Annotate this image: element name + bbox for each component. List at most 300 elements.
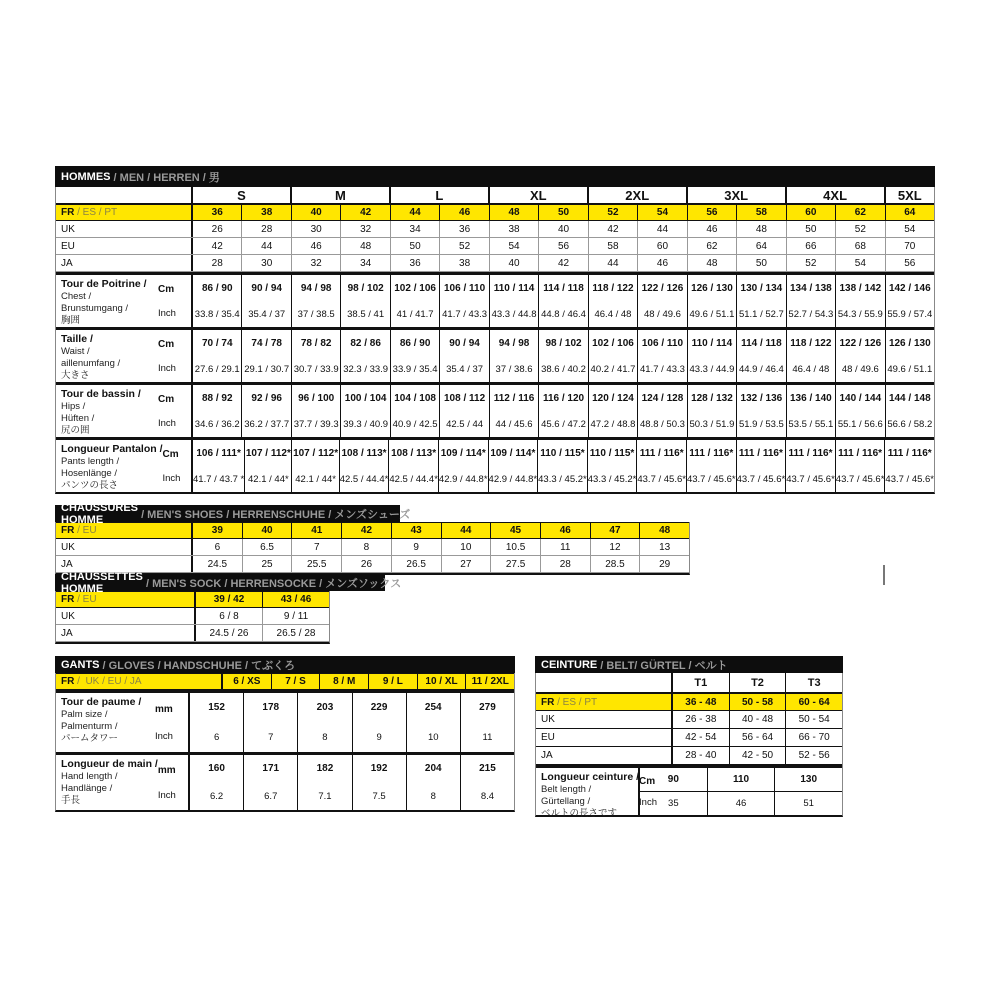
top-value: 109 / 114*	[490, 447, 536, 459]
block-cells	[191, 275, 934, 327]
top-value: 124 / 128	[641, 392, 684, 404]
top-value: 110 / 115*	[589, 447, 635, 459]
value-cell: 42 - 50	[729, 747, 786, 764]
value-cell: 28 - 40	[671, 747, 729, 764]
top-value: 108 / 113*	[391, 447, 437, 459]
row-label-text: JA	[61, 558, 73, 570]
value-cell: 46	[687, 221, 736, 237]
value-cell: 40 - 48	[729, 711, 786, 728]
bottom-value: 53.5 / 55.1	[788, 418, 834, 430]
top-value: 112 / 116	[493, 392, 535, 404]
measure-label	[56, 330, 191, 382]
block-column	[786, 275, 835, 327]
bottom-value: 44 / 45.6	[495, 418, 533, 430]
gloves-title: GANTS	[61, 658, 100, 671]
measure-label	[56, 385, 191, 437]
block-column	[460, 755, 514, 810]
unit-column	[158, 388, 191, 435]
label-line: aillenumfang /	[61, 358, 121, 369]
top-value: 94 / 98	[498, 337, 530, 349]
belt-size-cell: T1	[671, 673, 729, 692]
bottom-value: 47.2 / 48.8	[590, 418, 636, 430]
hommes-section	[55, 166, 935, 494]
top-value: 142 / 146	[888, 282, 931, 294]
hommes-title: HOMMES	[61, 170, 111, 183]
block-column	[538, 330, 587, 382]
row-cells	[671, 673, 842, 692]
bottom-value: 38.5 / 41	[347, 308, 385, 320]
value-cell: 40	[242, 523, 292, 538]
socks-grid	[55, 591, 330, 644]
unit-bottom: Inch	[162, 472, 181, 484]
top-value: 279	[479, 702, 496, 714]
top-value: 86 / 90	[201, 282, 233, 294]
top-value: 111 / 116*	[887, 447, 932, 459]
row-label	[536, 729, 671, 746]
block-column	[291, 330, 340, 382]
value-cell: 38	[489, 221, 538, 237]
top-value: 108 / 112	[444, 392, 486, 404]
unit-column	[155, 696, 188, 750]
block-column	[188, 755, 243, 810]
bottom-value: 11	[482, 731, 493, 743]
size-row-uk	[56, 221, 934, 238]
value-cell: 42	[191, 238, 241, 254]
top-value: 90 / 94	[251, 282, 282, 294]
unit-column	[163, 443, 192, 490]
value-cell: 62	[835, 205, 884, 220]
value-cell: 52	[588, 205, 637, 220]
block-column	[786, 330, 835, 382]
value-cell: 25	[242, 556, 292, 572]
top-value: 110 / 115*	[540, 447, 585, 459]
top-value: 107 / 112*	[293, 447, 339, 459]
gloves-section	[55, 656, 515, 812]
unit-top: mm	[157, 765, 176, 776]
top-value: 106 / 110	[444, 282, 486, 294]
label-line: Hosenlänge /	[61, 468, 117, 479]
belt-fr-es-pt-row	[536, 693, 842, 711]
socks-title: CHAUSSETTES HOMME	[61, 570, 143, 595]
measure-label-lines	[61, 443, 163, 490]
row-label-sub: / EU	[74, 594, 97, 605]
block-column	[489, 330, 538, 382]
row-label	[56, 205, 191, 220]
block-column	[291, 440, 338, 492]
block-column	[637, 275, 686, 327]
block-column	[188, 693, 243, 752]
top-value: 132 / 136	[740, 392, 783, 404]
top-value: 106 / 111*	[196, 447, 241, 459]
belt-row-uk	[536, 711, 842, 729]
bottom-value: 43.7 / 45.6*	[786, 473, 835, 485]
row-label	[536, 747, 671, 764]
measure-block	[56, 272, 934, 327]
block-column	[638, 768, 707, 815]
block-column	[687, 385, 736, 437]
block-cells	[188, 755, 514, 810]
bottom-value: 37 / 38.6	[495, 363, 533, 375]
block-column	[736, 275, 785, 327]
block-column	[835, 275, 884, 327]
bottom-value: 40.9 / 42.5	[392, 418, 438, 430]
row-label	[56, 187, 191, 203]
bottom-value: 32.3 / 33.9	[343, 363, 389, 375]
top-value: 254	[424, 702, 442, 714]
size-group-cell: 3XL	[686, 187, 785, 203]
label-line: ベルトの長さです	[541, 808, 618, 819]
block-column	[489, 275, 538, 327]
measure-block	[56, 690, 514, 752]
top-value: 78 / 82	[300, 337, 332, 349]
top-value: 86 / 90	[399, 337, 431, 349]
bottom-value: 54.3 / 55.9	[837, 308, 883, 320]
block-column	[291, 385, 340, 437]
row-label-main: FR	[61, 676, 75, 687]
bottom-value: 36.2 / 37.7	[244, 418, 290, 430]
top-value: 160	[208, 763, 225, 775]
stray-divider-mark	[883, 565, 885, 585]
bottom-value: 41.7 / 43.3	[640, 363, 685, 375]
shoes-row-uk	[56, 539, 689, 556]
row-label-sub: / UK / EU / JA	[74, 676, 142, 687]
block-column	[687, 330, 736, 382]
bottom-value: 51	[803, 798, 814, 809]
row-cells	[191, 238, 934, 254]
value-cell: 13	[639, 539, 689, 555]
top-value: 111 / 116*	[738, 447, 783, 459]
block-column	[489, 385, 538, 437]
bottom-value: 33.9 / 35.4	[392, 363, 438, 375]
top-value: 136 / 140	[790, 392, 832, 404]
value-cell: 60	[786, 205, 835, 220]
block-column	[637, 385, 686, 437]
value-cell: 48	[736, 221, 785, 237]
bottom-value: 37.7 / 39.3	[293, 418, 339, 430]
value-cell: 54	[835, 255, 884, 271]
value-cell: 8 / M	[319, 674, 368, 689]
block-column	[439, 275, 488, 327]
top-value: 92 / 96	[251, 392, 282, 404]
row-label-sub: / ES / PT	[74, 207, 118, 218]
block-column	[885, 330, 934, 382]
block-column	[637, 330, 686, 382]
bottom-value: 44.9 / 46.4	[738, 363, 784, 375]
hommes-title-sub: / MEN / HERREN / 男	[110, 171, 220, 184]
value-cell: 64	[885, 205, 934, 220]
row-label-text: JA	[541, 750, 553, 761]
value-cell: 41	[291, 523, 341, 538]
block-column	[340, 275, 389, 327]
unit-top: Cm	[158, 394, 175, 406]
block-column	[460, 693, 514, 752]
belt-title-bar	[535, 656, 843, 673]
row-label-text: JA	[61, 627, 73, 639]
bottom-value: 52.7 / 54.3	[788, 308, 834, 320]
value-cell: 36	[191, 205, 241, 220]
value-cell: 54	[637, 205, 686, 220]
row-label-main: FR	[61, 594, 75, 605]
value-cell: 26	[341, 556, 391, 572]
label-line: Hüften /	[61, 413, 95, 424]
value-cell: 44	[637, 221, 686, 237]
row-label-sub: / EU	[74, 525, 97, 536]
value-cell: 24.5	[191, 556, 242, 572]
top-value: 204	[424, 763, 442, 775]
block-column	[297, 755, 351, 810]
row-label-text: EU	[61, 240, 75, 252]
bottom-value: 43.7 / 45.6*	[736, 473, 786, 485]
block-column	[406, 755, 460, 810]
socks-row-ja	[56, 625, 329, 642]
top-value: 118 / 122	[790, 337, 832, 349]
value-cell: 42	[341, 523, 391, 538]
label-line: Handlänge /	[61, 783, 113, 794]
block-column	[352, 755, 406, 810]
bottom-value: 55.1 / 56.6	[837, 418, 883, 430]
block-column	[835, 440, 885, 492]
bottom-value: 41.7 / 43.7 *	[193, 473, 245, 485]
value-cell: 70	[885, 238, 934, 254]
bottom-value: 35.4 / 37	[446, 363, 484, 375]
top-value: 111 / 116*	[838, 447, 883, 459]
row-label-text: UK	[61, 223, 75, 235]
value-cell: 34	[340, 255, 389, 271]
bottom-value: 7	[268, 731, 274, 743]
block-column	[340, 330, 389, 382]
row-label-text: UK	[541, 714, 555, 725]
shoes-title-bar	[55, 501, 411, 526]
top-value: 82 / 86	[350, 337, 381, 349]
block-column	[488, 440, 538, 492]
row-cells	[191, 205, 934, 220]
value-cell: 34	[390, 221, 439, 237]
top-value: 134 / 138	[790, 282, 832, 294]
block-column	[439, 385, 488, 437]
block-column	[736, 440, 786, 492]
row-cells	[191, 221, 934, 237]
block-column	[538, 385, 587, 437]
block-column	[785, 440, 835, 492]
unit-top: Cm	[158, 339, 175, 351]
row-label	[56, 608, 194, 624]
row-label-main: FR	[541, 696, 555, 708]
block-column	[241, 385, 290, 437]
top-value: 104 / 108	[394, 392, 436, 404]
unit-bottom: Inch	[158, 362, 176, 374]
top-value: 116 / 120	[542, 392, 585, 404]
block-column	[241, 330, 290, 382]
value-cell: 11	[540, 539, 590, 555]
bottom-value: 50.3 / 51.9	[689, 418, 735, 430]
measure-label-lines	[61, 333, 158, 380]
top-value: 182	[316, 763, 334, 775]
label-line: パームタワー	[61, 733, 119, 744]
value-cell: 10.5	[490, 539, 540, 555]
bottom-value: 7.5	[372, 790, 386, 802]
row-label-text: JA	[61, 257, 73, 269]
label-line: Tour de bassin /	[61, 388, 141, 400]
bottom-value: 48 / 49.6	[643, 308, 681, 320]
value-cell: 9	[391, 539, 441, 555]
value-cell: 50	[786, 221, 835, 237]
row-label-sub: / ES / PT	[554, 696, 598, 708]
block-column	[736, 330, 785, 382]
value-cell: 58	[588, 238, 637, 254]
value-cell: 36	[390, 255, 439, 271]
row-label-main: FR	[61, 525, 75, 536]
unit-column	[158, 758, 188, 808]
bottom-value: 40.2 / 41.7	[590, 363, 636, 375]
bottom-value: 43.7 / 45.6*	[637, 473, 686, 485]
row-label	[56, 625, 194, 641]
value-cell: 6 / 8	[194, 608, 262, 624]
unit-bottom: Inch	[639, 797, 657, 808]
size-row-eu	[56, 238, 934, 255]
bottom-value: 49.6 / 51.1	[887, 363, 933, 375]
block-column	[297, 693, 351, 752]
block-column	[538, 275, 587, 327]
value-cell: 26.5 / 28	[262, 625, 329, 641]
block-column	[687, 275, 736, 327]
value-cell: 27.5	[490, 556, 540, 572]
value-cell: 68	[835, 238, 884, 254]
measure-label	[56, 693, 188, 752]
row-label-text: UK	[61, 541, 75, 553]
top-value: 122 / 126	[839, 337, 882, 349]
unit-top: mm	[155, 704, 173, 715]
row-cells	[671, 729, 842, 746]
gloves-title-bar	[55, 656, 515, 673]
fr-es-pt-row	[56, 204, 934, 221]
measure-block	[56, 382, 934, 437]
bottom-value: 49.6 / 51.1	[689, 308, 735, 320]
block-column	[774, 768, 842, 815]
value-cell: 50	[390, 238, 439, 254]
bottom-value: 44.8 / 46.4	[541, 308, 586, 320]
top-value: 171	[262, 763, 280, 775]
label-line: 胸囲	[61, 315, 81, 326]
block-column	[243, 693, 297, 752]
row-cells	[671, 747, 842, 764]
block-column	[736, 385, 785, 437]
value-cell: 52 - 56	[785, 747, 842, 764]
value-cell: 46	[540, 523, 590, 538]
value-cell: 42	[538, 255, 587, 271]
value-cell: 42	[340, 205, 389, 220]
row-cells	[191, 255, 934, 271]
top-value: 111 / 116*	[788, 447, 833, 459]
value-cell: 44	[390, 205, 439, 220]
bottom-value: 46	[735, 798, 747, 809]
top-value: 126 / 130	[691, 282, 733, 294]
bottom-value: 34.6 / 36.2	[194, 418, 240, 430]
block-column	[686, 440, 736, 492]
bottom-value: 30.7 / 33.9	[293, 363, 339, 375]
unit-top: Cm	[158, 284, 175, 296]
shoes-section	[55, 501, 690, 575]
socks-section	[55, 570, 402, 644]
value-cell: 52	[835, 221, 884, 237]
socks-row-uk	[56, 608, 329, 625]
value-cell: 24.5 / 26	[194, 625, 262, 641]
top-value: 111 / 116*	[689, 447, 734, 459]
top-value: 109 / 114*	[440, 447, 486, 459]
value-cell: 36 - 48	[671, 694, 729, 710]
value-cell: 7	[291, 539, 341, 555]
size-group-cell: XL	[488, 187, 587, 203]
unit-bottom: Inch	[157, 790, 176, 801]
block-column	[885, 275, 934, 327]
value-cell: 28	[241, 221, 290, 237]
label-line: パンツの長さ	[61, 480, 119, 491]
bottom-value: 48.8 / 50.3	[640, 418, 685, 430]
size-group-cell: 4XL	[785, 187, 884, 203]
row-label-text: UK	[61, 610, 75, 622]
unit-bottom: Inch	[158, 307, 176, 319]
bottom-value: 56.6 / 58.2	[887, 418, 933, 430]
value-cell: 50	[538, 205, 587, 220]
measure-label	[536, 768, 657, 819]
row-label	[56, 523, 191, 538]
bottom-value: 55.9 / 57.4	[887, 308, 933, 320]
measure-block	[56, 437, 934, 492]
block-column	[352, 693, 406, 752]
block-column	[588, 385, 637, 437]
measure-label-lines	[61, 758, 158, 808]
top-value: 229	[370, 702, 388, 714]
value-cell: 26	[191, 221, 241, 237]
belt-size-cell: T3	[785, 673, 842, 692]
bottom-value: 37 / 38.5	[297, 308, 335, 320]
top-value: 110	[708, 768, 775, 792]
top-value: 144 / 148	[888, 392, 931, 404]
top-value: 203	[316, 702, 334, 714]
row-label	[536, 694, 671, 710]
value-cell: 56 - 64	[729, 729, 786, 746]
top-value: 110 / 114	[691, 337, 733, 349]
row-label	[56, 221, 191, 237]
unit-top: Cm	[639, 776, 656, 787]
bottom-value: 43.3 / 44.9	[689, 363, 735, 375]
value-cell: 6.5	[242, 539, 292, 555]
label-line: Chest /	[61, 291, 92, 302]
row-cells	[194, 608, 329, 624]
value-cell: 46	[291, 238, 340, 254]
row-cells	[671, 711, 842, 728]
shoes-row-ja	[56, 556, 689, 573]
bottom-value: 41.7 / 43.3	[442, 308, 488, 320]
bottom-value: 42.1 / 44*	[248, 473, 289, 485]
label-line: Brunstumgang /	[61, 303, 129, 314]
bottom-value: 48 / 49.6	[841, 363, 879, 375]
bottom-value: 27.6 / 29.1	[194, 363, 240, 375]
value-cell: 25.5	[291, 556, 341, 572]
block-column	[339, 440, 389, 492]
row-label	[56, 255, 191, 271]
bottom-value: 51.1 / 52.7	[738, 308, 784, 320]
top-value: 122 / 126	[641, 282, 684, 294]
row-cells	[221, 674, 514, 689]
block-column	[388, 440, 438, 492]
top-value: 102 / 106	[592, 337, 634, 349]
value-cell: 9 / 11	[262, 608, 329, 624]
measure-label	[56, 755, 188, 810]
shoes-fr-eu-row	[56, 522, 689, 539]
block-column	[537, 440, 587, 492]
top-value: 110 / 114	[493, 282, 535, 294]
bottom-value: 43.7 / 45.6*	[686, 473, 736, 485]
